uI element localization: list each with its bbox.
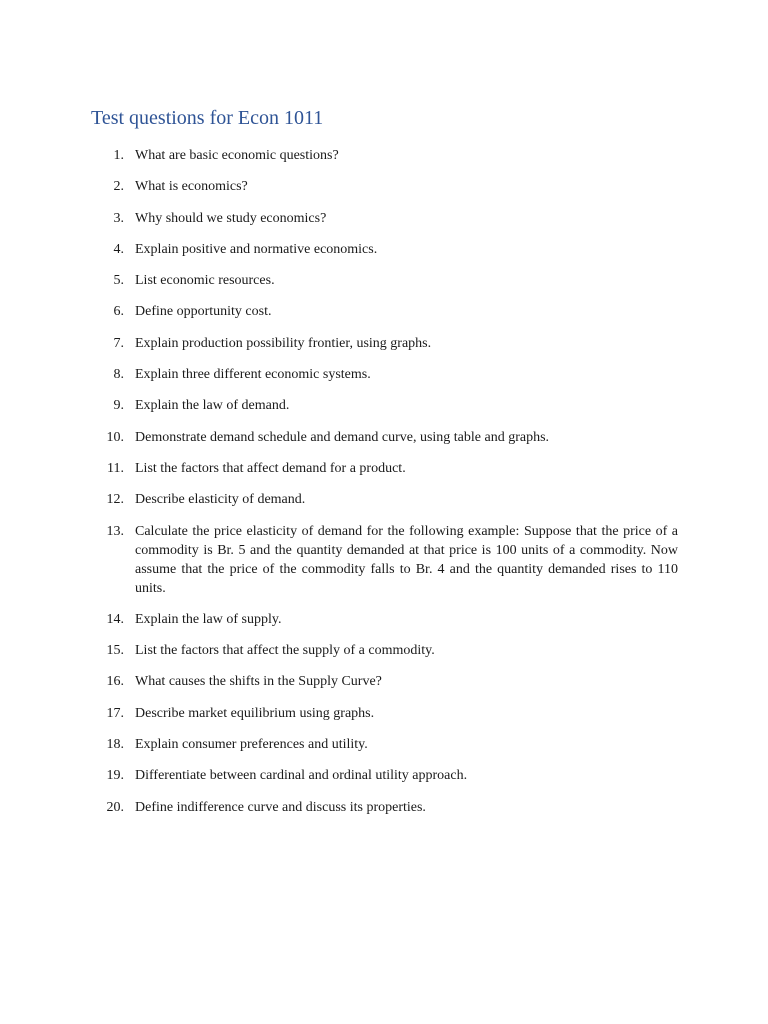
question-text: What are basic economic questions? — [135, 148, 339, 163]
list-item — [0, 271, 768, 290]
question-number: 15. — [106, 643, 124, 659]
question-text: What is economics? — [135, 179, 248, 195]
list-item — [0, 334, 768, 353]
list-item — [0, 302, 768, 321]
list-item — [0, 240, 768, 259]
question-text: What causes the shifts in the Supply Curve? — [135, 674, 382, 690]
list-item — [0, 365, 768, 384]
question-number: 1. — [113, 148, 124, 163]
question-number: 17. — [106, 705, 124, 721]
question-number: 16. — [106, 674, 124, 690]
question-number: 2. — [113, 179, 124, 195]
question-number: 18. — [106, 737, 124, 753]
question-text: Define opportunity cost. — [135, 304, 272, 320]
question-number: 14. — [106, 611, 124, 627]
list-item — [0, 177, 768, 196]
list-item — [0, 672, 768, 691]
question-text: Explain consumer preferences and utility. — [135, 737, 368, 753]
question-text: Explain the law of supply. — [135, 611, 282, 627]
question-number: 7. — [113, 335, 124, 351]
question-text: List economic resources. — [135, 273, 275, 289]
question-text: Define indifference curve and discuss its properties. — [135, 799, 426, 815]
list-item — [0, 428, 768, 447]
question-number: 5. — [113, 273, 124, 289]
question-number: 4. — [113, 241, 124, 257]
question-text: Calculate the price elasticity of demand for the following example: Suppose that the price of a commodity is Br. 5 and the quantity demanded at that price is 100 units of a commodity. Now assume that the price of the commodity falls to Br. 4 and the quantity demanded rises to 110 units. — [135, 523, 678, 596]
list-item — [0, 522, 768, 598]
question-number: 10. — [106, 429, 124, 445]
question-text: Demonstrate demand schedule and demand curve, using table and graphs. — [135, 429, 550, 445]
question-list — [0, 146, 768, 829]
list-item — [0, 209, 768, 228]
list-item — [0, 704, 768, 723]
question-number: 6. — [113, 304, 124, 320]
list-item — [0, 735, 768, 754]
question-number: 12. — [106, 492, 124, 508]
question-text: Why should we study economics? — [135, 210, 327, 226]
question-number: 11. — [107, 460, 124, 476]
question-text: Explain the law of demand. — [135, 398, 290, 414]
list-item — [0, 146, 768, 165]
question-number: 8. — [113, 367, 124, 383]
question-text: List the factors that affect demand for a product. — [135, 460, 406, 476]
question-text: Describe market equilibrium using graphs. — [135, 705, 375, 721]
question-text: Explain production possibility frontier, using graphs. — [135, 335, 432, 351]
question-text: Describe elasticity of demand. — [135, 492, 306, 508]
question-text: Differentiate between cardinal and ordinal utility approach. — [135, 768, 468, 784]
list-item — [0, 459, 768, 478]
list-item — [0, 766, 768, 785]
question-number: 9. — [113, 398, 124, 414]
list-item — [0, 610, 768, 629]
list-item — [0, 798, 768, 817]
list-item — [0, 641, 768, 660]
list-item — [0, 396, 768, 415]
list-item — [0, 490, 768, 509]
question-number: 20. — [106, 799, 124, 815]
question-number: 13. — [106, 523, 124, 539]
question-number: 19. — [106, 768, 124, 784]
question-text: Explain three different economic systems. — [135, 367, 371, 383]
question-text: List the factors that affect the supply of a commodity. — [135, 643, 435, 659]
document-title: Test questions for Econ 1011 — [91, 107, 324, 129]
question-number: 3. — [113, 210, 124, 226]
question-text: Explain positive and normative economics. — [135, 241, 378, 257]
